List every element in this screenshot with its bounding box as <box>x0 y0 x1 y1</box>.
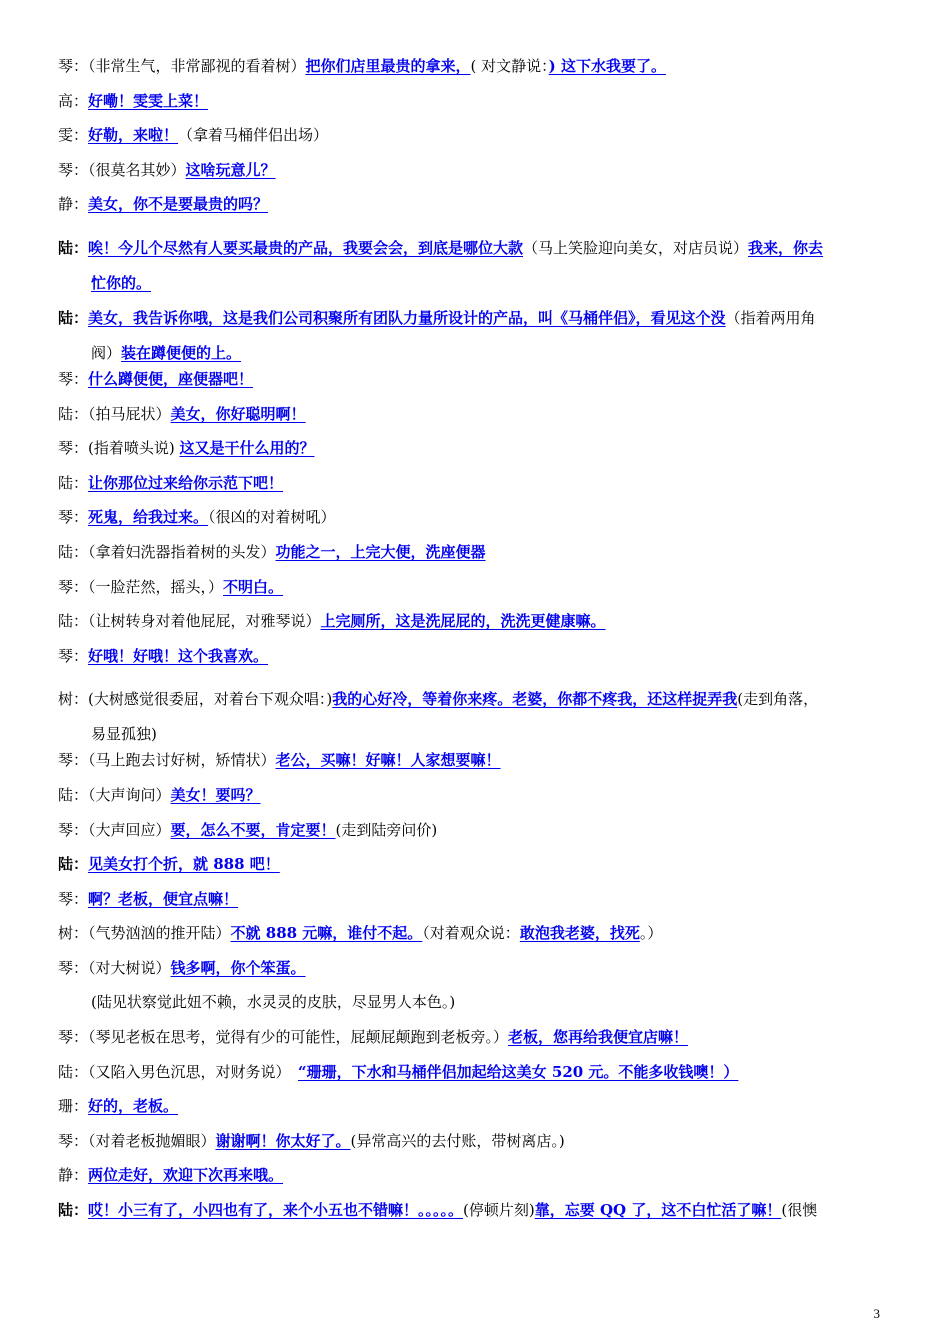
speaker-label: 琴： <box>58 439 89 458</box>
stage-direction: （大声询问） <box>88 785 171 804</box>
speaker-label: 琴： <box>58 160 89 179</box>
stage-direction: (停顿片刻) <box>463 1201 535 1220</box>
script-line <box>58 266 878 301</box>
speaker-label: 琴： <box>58 958 89 977</box>
speaker-label: 静： <box>58 195 89 214</box>
speaker-label: 高： <box>58 91 89 110</box>
stage-direction: (大树感觉很委屈，对着台下观众唱：) <box>88 690 333 709</box>
stage-direction: ( 对文静说： <box>470 57 549 75</box>
script-line <box>58 1029 878 1046</box>
dialogue-text: 谢谢啊！你太好了。 <box>215 1131 351 1150</box>
stage-direction: 。） <box>639 924 663 943</box>
dialogue-text: 啊？老板，便宜点嘛！ <box>88 889 239 908</box>
script-line <box>58 682 878 717</box>
dialogue-text: 美女！要吗？ <box>170 785 261 804</box>
speaker-label: 琴： <box>58 820 89 839</box>
speaker-label: 琴： <box>58 889 89 908</box>
script-line <box>58 822 878 839</box>
script-line <box>58 440 878 457</box>
dialogue-text: 美女，你不是要最贵的吗？ <box>88 195 269 214</box>
script-line <box>58 371 878 388</box>
script-line <box>58 1167 878 1184</box>
speaker-label: 琴： <box>58 646 89 665</box>
script-line <box>58 579 878 596</box>
script-line <box>58 994 878 1011</box>
dialogue-text: “珊珊，下水和马桶伴侣加起给这美女 520 元。不能多收钱噢！） <box>298 1062 739 1081</box>
stage-direction: （指着两用角 <box>725 308 816 327</box>
speaker-label: 琴： <box>58 751 89 770</box>
dialogue-text: 敢泡我老婆，找死 <box>519 924 640 943</box>
script-line <box>58 58 878 75</box>
page-number: 3 <box>873 1306 880 1321</box>
dialogue-text: ) 这下水我要了。 <box>548 57 666 75</box>
speaker-label: 树： <box>58 690 89 709</box>
speaker-label: 陆： <box>58 612 89 631</box>
script-line <box>58 1064 878 1081</box>
stage-direction: （拍马屁状） <box>88 404 171 423</box>
dialogue-text: 好勒，来啦！ <box>88 126 179 145</box>
dialogue-text: 我的心好冷，等着你来疼。老婆，你都不疼我，还这样捉弄我 <box>332 690 738 709</box>
dialogue-text: 美女，我告诉你哦，这是我们公司积聚所有团队力量所设计的产品，叫《马桶伴侣》，看见这个没 <box>88 308 726 327</box>
dialogue-text: 我来，你去 <box>748 238 824 257</box>
script-line <box>58 93 878 110</box>
dialogue-text: 把你们店里最贵的拿来， <box>305 57 471 75</box>
dialogue-text: 不明白。 <box>223 577 284 596</box>
dialogue-text: 哎！小三有了，小四也有了，来个小五也不错嘛！。。。。。 <box>88 1201 464 1220</box>
script-line <box>58 648 878 665</box>
speaker-label: 琴： <box>58 369 89 388</box>
dialogue-text: 钱多啊，你个笨蛋。 <box>170 958 306 977</box>
script-line <box>58 891 878 908</box>
stage-direction: （又陷入男色沉思，对财务说） <box>88 1062 299 1081</box>
stage-direction: (很懊 <box>781 1201 818 1220</box>
stage-direction: （一脸茫然，摇头，） <box>88 577 224 596</box>
stage-direction: (指着喷头说) <box>88 439 180 458</box>
script-line <box>58 301 878 336</box>
script-line <box>58 127 878 144</box>
stage-direction: (异常高兴的去付账，带树离店。) <box>350 1131 565 1150</box>
script-line <box>58 406 878 423</box>
speaker-label: 琴： <box>58 1028 89 1047</box>
script-line <box>58 752 878 769</box>
script-line <box>58 960 878 977</box>
speaker-label: 陆： <box>58 542 89 561</box>
speaker-label: 树： <box>58 924 89 943</box>
speaker-label: 陆： <box>58 404 89 423</box>
stage-direction: （气势汹汹的推开陆） <box>88 924 231 943</box>
dialogue-text: 忙你的。 <box>91 273 152 292</box>
script-line <box>58 1202 878 1219</box>
stage-direction: （马上笑脸迎向美女，对店员说） <box>523 238 749 257</box>
dialogue-text: 什么蹲便便，座便器吧！ <box>88 369 254 388</box>
speaker-label: 琴： <box>58 577 89 596</box>
dialogue-text: 唉！今儿个尽然有人要买最贵的产品，我要会会，到底是哪位大款 <box>88 238 524 257</box>
stage-direction: （让树转身对着他屁屁，对雅琴说） <box>88 612 321 631</box>
speaker-label: 陆： <box>58 1201 89 1220</box>
script-line <box>58 336 878 371</box>
dialogue-text: 美女，你好聪明啊！ <box>170 404 306 423</box>
speaker-label: 珊： <box>58 1097 89 1116</box>
dialogue-text: 装在蹲便便的上。 <box>121 343 242 362</box>
script-line <box>58 787 878 804</box>
stage-direction: （非常生气，非常鄙视的看着树） <box>88 57 306 75</box>
dialogue-text: 功能之一，上完大便，洗座便器 <box>275 542 486 561</box>
speaker-label: 琴： <box>58 57 89 75</box>
speaker-label: 陆： <box>58 785 89 804</box>
stage-direction: （大声回应） <box>88 820 171 839</box>
dialogue-text: 好的，老板。 <box>88 1097 179 1116</box>
dialogue-text: 靠，忘要 QQ 了，这不白忙活了嘛！ <box>534 1201 782 1220</box>
speaker-label: 静： <box>58 1166 89 1185</box>
dialogue-text: 这又是干什么用的？ <box>179 439 315 458</box>
dialogue-text: 见美女打个折，就 888 吧！ <box>88 855 280 874</box>
dialogue-text: 老公，买嘛！好嘛！人家想要嘛！ <box>275 751 501 770</box>
speaker-label: 陆： <box>58 308 89 327</box>
speaker-label: 陆： <box>58 238 89 257</box>
dialogue-text: 不就 888 元嘛，谁付不起。 <box>230 924 423 943</box>
stage-direction: (走到角落， <box>737 690 819 709</box>
script-line <box>58 613 878 630</box>
speaker-label: 陆： <box>58 855 89 874</box>
speaker-label: 陆： <box>58 473 89 492</box>
stage-direction: 阀） <box>91 343 122 362</box>
dialogue-text: 让你那位过来给你示范下吧！ <box>88 473 284 492</box>
stage-direction: （对大树说） <box>88 958 171 977</box>
speaker-label: 雯： <box>58 126 89 145</box>
stage-direction: （琴见老板在思考，觉得有少的可能性，屁颠屁颠跑到老板旁。） <box>88 1028 509 1047</box>
stage-direction: （拿着马桶伴侣出场） <box>178 126 329 145</box>
stage-direction: （很莫名其妙） <box>88 160 186 179</box>
dialogue-text: 这啥玩意儿？ <box>185 160 276 179</box>
dialogue-text: 上完厕所，这是洗屁屁的，洗洗更健康嘛。 <box>320 612 606 631</box>
stage-direction: (走到陆旁问价) <box>335 820 438 839</box>
stage-direction: (陆见状察觉此妞不赖，水灵灵的皮肤，尽显男人本色。) <box>91 993 456 1012</box>
stage-direction: （对着老板抛媚眼） <box>88 1131 216 1150</box>
script-page <box>58 58 878 1237</box>
script-line <box>58 196 878 213</box>
dialogue-text: 要，怎么不要，肯定要！ <box>170 820 336 839</box>
dialogue-text: 好嘞！雯雯上菜！ <box>88 91 209 110</box>
script-line <box>58 509 878 526</box>
script-line <box>58 162 878 179</box>
dialogue-text: 死鬼，给我过来。 <box>88 508 209 527</box>
script-line <box>58 856 878 873</box>
script-line <box>58 717 878 752</box>
speaker-label: 琴： <box>58 508 89 527</box>
script-line <box>58 544 878 561</box>
dialogue-text: 好哦！好哦！这个我喜欢。 <box>88 646 269 665</box>
dialogue-text: 老板，您再给我便宜店嘛！ <box>508 1028 689 1047</box>
stage-direction: 易显孤独) <box>91 725 157 744</box>
stage-direction: （很凶的对着树吼） <box>208 508 336 527</box>
stage-direction: （马上跑去讨好树，矫情状） <box>88 751 276 770</box>
script-line <box>58 925 878 942</box>
script-line <box>58 475 878 492</box>
script-line <box>58 1098 878 1115</box>
dialogue-text: 两位走好，欢迎下次再来哦。 <box>88 1166 284 1185</box>
stage-direction: （拿着妇洗器指着树的头发） <box>88 542 276 561</box>
script-line <box>58 231 878 266</box>
speaker-label: 陆： <box>58 1062 89 1081</box>
script-line <box>58 1133 878 1150</box>
stage-direction: （对着观众说： <box>422 924 520 943</box>
speaker-label: 琴： <box>58 1131 89 1150</box>
